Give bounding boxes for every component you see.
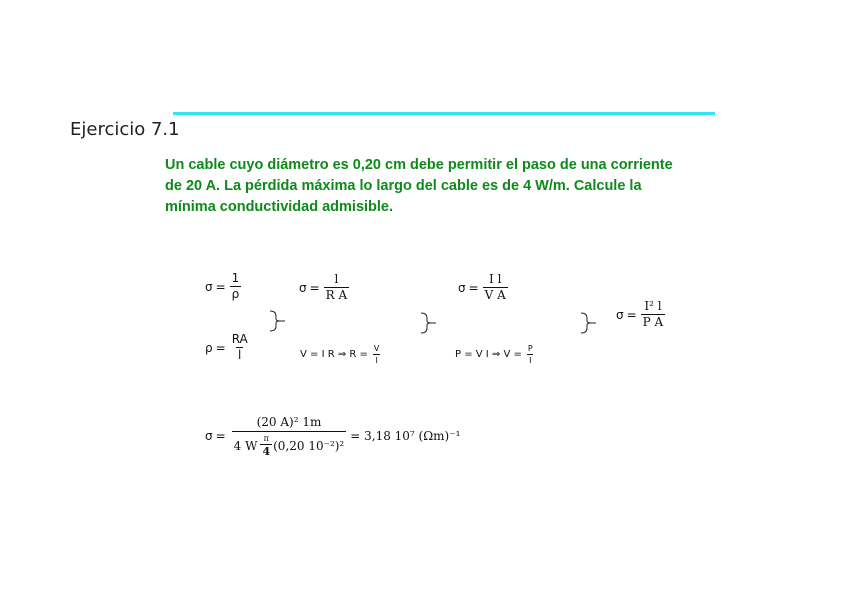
numerator: (20 A)² 1m: [256, 415, 322, 429]
denominator: I: [375, 356, 378, 365]
ohm-law-text: V = I R ⇒ R =: [300, 349, 368, 360]
header-rule: [173, 112, 715, 115]
eq-final-computation: [205, 414, 460, 457]
equals-sign: =: [215, 340, 226, 355]
fraction: [483, 273, 508, 302]
denominator: [232, 431, 347, 457]
eq-ohm-law: [300, 344, 381, 365]
power-law-text: P = V I ⇒ V =: [455, 349, 522, 360]
right-brace-icon: [419, 312, 437, 334]
eq-sigma-l-over-RA: [299, 273, 349, 302]
eq-rho-RA-over-l: [205, 333, 250, 362]
right-brace-icon: [579, 312, 597, 334]
denominator: I: [529, 356, 532, 365]
denominator: l: [238, 348, 242, 362]
eq-sigma-Il-over-VA: [458, 273, 508, 302]
numerator: P: [527, 344, 533, 353]
numerator: I² l: [644, 299, 662, 313]
sigma-symbol: σ: [299, 280, 307, 295]
numerator: V: [373, 344, 380, 353]
denominator-area: (0,20 10⁻²)²: [273, 438, 345, 453]
numerator: 1: [231, 271, 240, 285]
fraction: [641, 300, 666, 329]
exercise-title: Ejercicio 7.1: [70, 119, 180, 140]
statement-line-3: mínima conductividad admisible.: [165, 199, 394, 215]
equals-sign: =: [215, 428, 226, 443]
equals-sign: =: [309, 280, 320, 295]
numerator: π: [263, 434, 269, 443]
eq-sigma-inverse-rho: [205, 272, 241, 301]
fraction: [372, 344, 381, 365]
sigma-symbol: σ: [458, 280, 466, 295]
fraction: [230, 333, 250, 362]
denominator: 4: [262, 445, 271, 458]
statement-line-1: Un cable cuyo diámetro es 0,20 cm debe permitir el paso de una corriente: [165, 157, 673, 173]
rho-symbol: ρ: [205, 340, 213, 355]
eq-sigma-final-formula: [616, 300, 665, 329]
fraction: [526, 344, 535, 365]
pi-over-four: [260, 434, 272, 457]
numerator: I l: [489, 272, 502, 286]
denominator: V A: [484, 288, 506, 302]
problem-statement: [165, 155, 725, 218]
right-brace-icon: [268, 310, 286, 332]
numerator: l: [334, 272, 339, 286]
sigma-symbol: σ: [616, 307, 624, 322]
fraction: [232, 414, 347, 457]
denominator: R A: [325, 288, 348, 302]
sigma-symbol: σ: [205, 279, 213, 294]
result-value: = 3,18 10⁷ (Ωm)⁻¹: [350, 428, 461, 443]
fraction: [324, 273, 350, 302]
denominator: P A: [642, 315, 664, 329]
numerator: RA: [231, 332, 248, 346]
eq-power-law: [455, 344, 535, 365]
fraction: [230, 272, 242, 301]
sigma-symbol: σ: [205, 428, 213, 443]
statement-line-2: de 20 A. La pérdida máxima lo largo del cable es de 4 W/m. Calcule la: [165, 178, 642, 194]
equals-sign: =: [215, 279, 226, 294]
equals-sign: =: [468, 280, 479, 295]
denominator-power: 4 W: [233, 438, 258, 453]
denominator: ρ: [231, 287, 240, 301]
equals-sign: =: [626, 307, 637, 322]
